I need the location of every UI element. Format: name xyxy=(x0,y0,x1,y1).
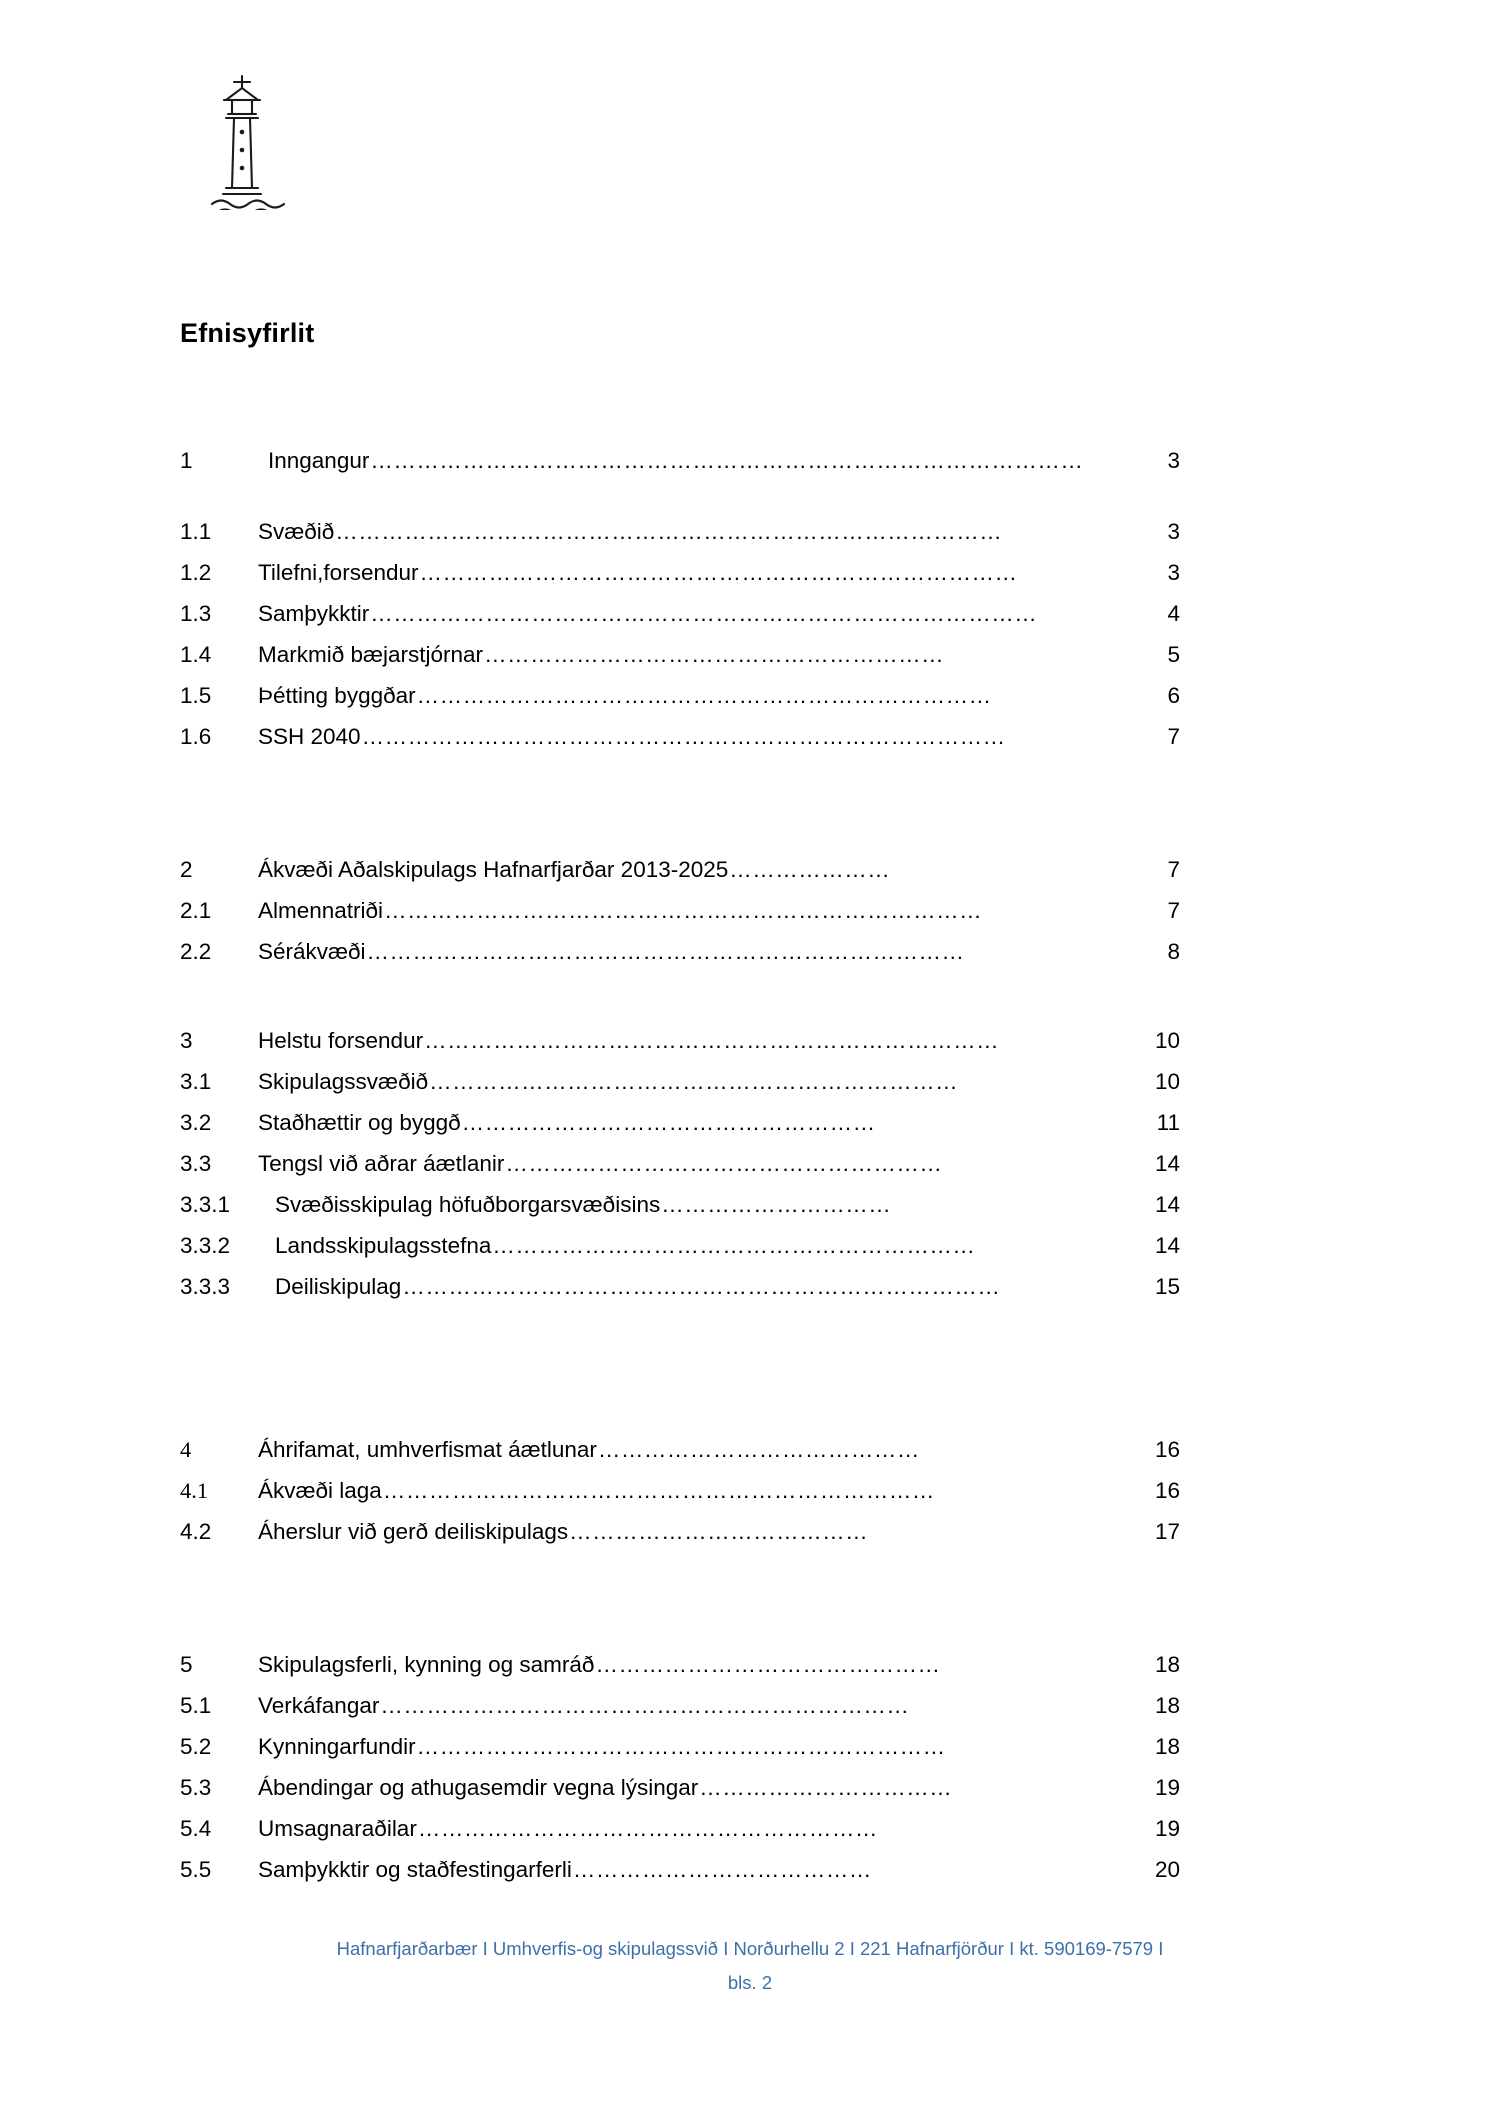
toc-page: 14 xyxy=(1154,1233,1180,1258)
toc-label: Samþykktir xyxy=(258,601,370,626)
toc-label: Áhrifamat, umhverfismat áætlunar xyxy=(258,1437,597,1462)
toc-dots: ………………………………………………………………… xyxy=(416,683,992,708)
toc-page: 5 xyxy=(1167,642,1180,667)
toc-number: 1.4 xyxy=(180,642,212,667)
toc-page: 14 xyxy=(1154,1192,1180,1217)
toc-number: 2.2 xyxy=(180,939,212,964)
toc-number: 5.3 xyxy=(180,1775,212,1800)
toc-label: SSH 2040 xyxy=(258,724,361,749)
toc-number: 5.2 xyxy=(180,1734,212,1759)
toc-dots: ………………………………… xyxy=(572,1857,872,1882)
toc-entry[interactable] xyxy=(180,849,1180,890)
toc-page: 4 xyxy=(1167,601,1180,626)
toc-entry[interactable] xyxy=(180,511,1180,552)
toc-section xyxy=(180,440,1180,757)
toc-entry[interactable] xyxy=(180,593,1180,634)
toc-number: 3.3 xyxy=(180,1151,212,1176)
toc-page: 18 xyxy=(1154,1734,1180,1759)
toc-label: Ákvæði laga xyxy=(258,1478,382,1503)
toc-entry[interactable] xyxy=(180,1061,1180,1102)
toc-page: 19 xyxy=(1154,1775,1180,1800)
toc-entry[interactable] xyxy=(180,675,1180,716)
toc-page: 3 xyxy=(1167,448,1180,473)
toc-page: 10 xyxy=(1154,1028,1180,1053)
toc-page: 17 xyxy=(1154,1519,1180,1544)
toc-page: 16 xyxy=(1154,1478,1180,1503)
toc-number: 1.3 xyxy=(180,601,212,626)
toc-label: Ábendingar og athugasemdir vegna lýsingar xyxy=(258,1775,699,1800)
toc-entry[interactable] xyxy=(180,1726,1180,1767)
toc-entry[interactable] xyxy=(180,1685,1180,1726)
lighthouse-logo xyxy=(182,70,302,210)
toc-entry[interactable] xyxy=(180,1808,1180,1849)
toc-page: 7 xyxy=(1167,724,1180,749)
toc-label: Umsagnaraðilar xyxy=(258,1816,417,1841)
toc-label: Staðhættir og byggð xyxy=(258,1110,461,1135)
toc-label: Áherslur við gerð deiliskipulags xyxy=(258,1519,569,1544)
toc-number: 2 xyxy=(180,857,193,882)
toc-label: Verkáfangar xyxy=(258,1693,380,1718)
toc-dots: ………………………………………………………………… xyxy=(424,1028,1000,1053)
toc-label: Skipulagsferli, kynning og samráð xyxy=(258,1652,595,1677)
toc-dots: …………………………………………………… xyxy=(484,642,945,667)
toc-dots: ………………………………………………………………………… xyxy=(361,724,1006,749)
toc-number: 3 xyxy=(180,1028,193,1053)
toc-number: 3.3.2 xyxy=(180,1233,231,1258)
toc-number: 3.2 xyxy=(180,1110,212,1135)
toc-dots: ………………………………………………… xyxy=(505,1151,943,1176)
toc-label: Landsskipulagsstefna xyxy=(275,1233,492,1258)
toc-entry[interactable] xyxy=(180,1849,1180,1890)
toc-entry[interactable] xyxy=(180,931,1180,972)
page-title: Efnisyfirlit xyxy=(180,318,315,348)
toc-section xyxy=(180,849,1180,972)
toc-page: 15 xyxy=(1154,1274,1180,1299)
toc-entry[interactable] xyxy=(180,634,1180,675)
toc-page: 7 xyxy=(1167,857,1180,882)
toc-dots: ……………………………………………………… xyxy=(492,1233,976,1258)
toc-section xyxy=(180,1644,1180,1890)
toc-entry[interactable] xyxy=(180,1429,1180,1470)
toc-section xyxy=(180,1020,1180,1307)
toc-page: 18 xyxy=(1154,1652,1180,1677)
toc-entry[interactable] xyxy=(180,552,1180,593)
toc-number: 5 xyxy=(180,1652,193,1677)
toc-page: 11 xyxy=(1156,1110,1180,1135)
toc-entry[interactable] xyxy=(180,1511,1180,1552)
toc-dots: …………………………………………………………………… xyxy=(402,1274,1001,1299)
toc-label: Ákvæði Aðalskipulags Hafnarfjarðar 2013-2025 xyxy=(258,857,729,882)
toc-number: 3.3.3 xyxy=(180,1274,231,1299)
toc-page: 18 xyxy=(1154,1693,1180,1718)
footer-line-1: Hafnarfjarðarbær I Umhverfis-og skipulagssvið I Norðurhellu 2 I 221 Hafnarfjörður I kt. 590169-7579 I xyxy=(336,1938,1164,1959)
toc-section xyxy=(180,1429,1180,1552)
toc-number: 4.1 xyxy=(180,1478,209,1503)
toc-number: 1.6 xyxy=(180,724,212,749)
toc-page: 16 xyxy=(1154,1437,1180,1462)
toc-label: Þétting byggðar xyxy=(258,683,416,708)
toc-number: 1 xyxy=(180,448,193,473)
toc-number: 5.5 xyxy=(180,1857,212,1882)
toc-entry[interactable] xyxy=(180,1767,1180,1808)
toc-dots: …………………………………………………………… xyxy=(416,1734,946,1759)
toc-label: Sérákvæði xyxy=(258,939,366,964)
toc-label: Samþykktir og staðfestingarferli xyxy=(258,1857,572,1882)
toc-entry[interactable] xyxy=(180,1020,1180,1061)
toc-entry[interactable] xyxy=(180,440,1180,481)
toc-label: Tilefni,forsendur xyxy=(258,560,419,585)
toc-entry[interactable] xyxy=(180,1225,1180,1266)
toc-page: 10 xyxy=(1154,1069,1180,1094)
toc-dots: …………………………………………………………… xyxy=(380,1693,910,1718)
toc-dots: …………………………………………………… xyxy=(417,1816,878,1841)
toc-page: 3 xyxy=(1167,519,1180,544)
toc-dots: ……………………………………………………………… xyxy=(382,1478,935,1503)
toc-entry[interactable] xyxy=(180,1184,1180,1225)
toc-dots: …………………………………………………………… xyxy=(429,1069,959,1094)
toc-dots: ………………………………………………………………………………… xyxy=(370,448,1084,473)
toc-number: 5.1 xyxy=(180,1693,212,1718)
toc-dots: ………………………………… xyxy=(569,1519,869,1544)
toc-entry[interactable] xyxy=(180,716,1180,757)
toc-dots: …………………………… xyxy=(699,1775,953,1800)
toc-page: 7 xyxy=(1167,898,1180,923)
toc-label: Svæðisskipulag höfuðborgarsvæðisins xyxy=(275,1192,661,1217)
toc-number: 3.1 xyxy=(180,1069,212,1094)
toc-page: 19 xyxy=(1154,1816,1180,1841)
toc-entry[interactable] xyxy=(180,1470,1180,1511)
toc-label: Inngangur xyxy=(268,448,370,473)
toc-dots: …………………………………………………………………………… xyxy=(335,519,1003,544)
toc-number: 2.1 xyxy=(180,898,212,923)
toc-number: 1.5 xyxy=(180,683,212,708)
toc-entry[interactable] xyxy=(180,890,1180,931)
toc-number: 4.2 xyxy=(180,1519,212,1544)
toc-dots: …………………………………………………………………… xyxy=(419,560,1018,585)
toc-label: Helstu forsendur xyxy=(258,1028,424,1053)
toc-entry[interactable] xyxy=(180,1143,1180,1184)
toc-label: Almennatriði xyxy=(258,898,384,923)
toc-dots: …………………………………………………………………… xyxy=(366,939,965,964)
table-of-contents xyxy=(180,440,1180,1890)
toc-page: 3 xyxy=(1167,560,1180,585)
toc-entry[interactable] xyxy=(180,1644,1180,1685)
toc-page: 14 xyxy=(1154,1151,1180,1176)
toc-label: Tengsl við aðrar áætlanir xyxy=(258,1151,505,1176)
toc-label: Markmið bæjarstjórnar xyxy=(258,642,484,667)
toc-dots: …………………………………………………………………… xyxy=(384,898,983,923)
toc-page: 6 xyxy=(1167,683,1180,708)
toc-number: 3.3.1 xyxy=(180,1192,231,1217)
footer-page-number: bls. 2 xyxy=(727,1972,773,1993)
toc-number: 4 xyxy=(180,1437,192,1462)
toc-label: Deiliskipulag xyxy=(275,1274,402,1299)
toc-entry[interactable] xyxy=(180,1266,1180,1307)
toc-label: Skipulagssvæðið xyxy=(258,1069,429,1094)
toc-page: 20 xyxy=(1154,1857,1180,1882)
toc-number: 1.1 xyxy=(180,519,212,544)
toc-number: 1.2 xyxy=(180,560,212,585)
toc-dots: ………………… xyxy=(729,857,891,882)
toc-number: 5.4 xyxy=(180,1816,212,1841)
toc-dots: ………………………… xyxy=(661,1192,892,1217)
toc-label: Svæðið xyxy=(258,519,335,544)
toc-dots: …………………………………… xyxy=(597,1437,920,1462)
toc-entry[interactable] xyxy=(180,1102,1180,1143)
toc-dots: ……………………………………………… xyxy=(461,1110,876,1135)
toc-dots: …………………………………………………………………………… xyxy=(370,601,1038,626)
page-footer xyxy=(0,1932,1500,2000)
toc-dots: ……………………………………… xyxy=(595,1652,941,1677)
toc-page: 8 xyxy=(1167,939,1180,964)
toc-label: Kynningarfundir xyxy=(258,1734,416,1759)
